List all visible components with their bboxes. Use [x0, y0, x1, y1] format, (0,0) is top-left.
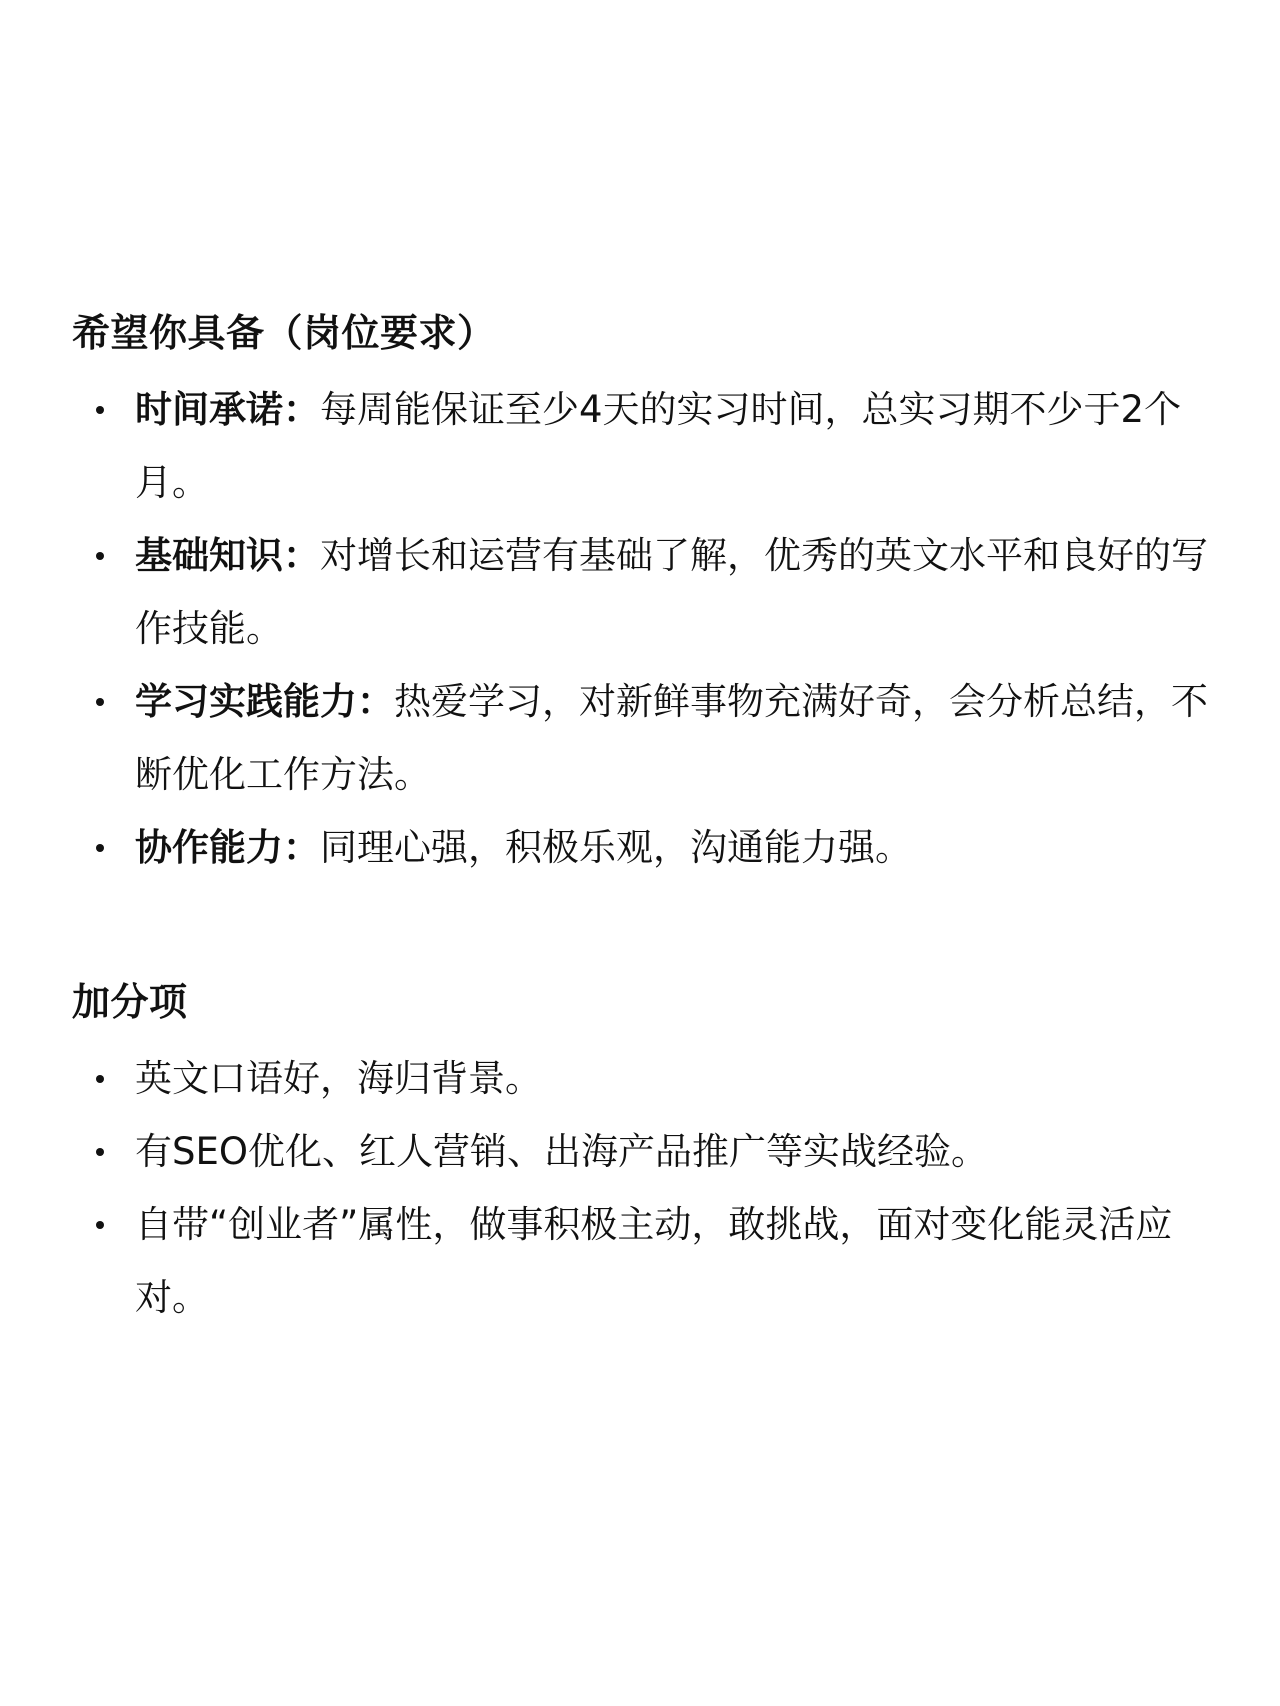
- requirements-section: [72, 303, 1212, 884]
- bonus-item-entrepreneur: [72, 1188, 1212, 1334]
- bullet-icon: [96, 406, 104, 414]
- requirement-text: 同理心强，积极乐观，沟通能力强。: [320, 826, 912, 869]
- requirement-heading: 基础知识：: [135, 534, 320, 577]
- bullet-icon: [96, 1221, 104, 1229]
- requirements-title: 希望你具备（岗位要求）: [72, 311, 496, 355]
- requirement-text: 热爱学习，对新鲜事物充满好奇，会分析总结，不断优化工作方法。: [135, 680, 1208, 796]
- bonus-text: 英文口语好，海归背景。: [135, 1057, 542, 1100]
- bullet-icon: [96, 1148, 104, 1156]
- requirement-item-time: [72, 373, 1212, 519]
- requirement-heading: 时间承诺：: [135, 388, 320, 431]
- requirement-item-collaboration: [72, 811, 1212, 884]
- requirement-heading: 协作能力：: [135, 826, 320, 869]
- requirements-list: [72, 373, 1212, 884]
- bonus-title: 加分项: [72, 980, 188, 1024]
- bullet-icon: [96, 698, 104, 706]
- requirement-item-learning: [72, 665, 1212, 811]
- bonus-section: [72, 972, 1212, 1334]
- bonus-text: 有SEO优化、红人营销、出海产品推广等实战经验。: [135, 1130, 988, 1173]
- requirement-item-knowledge: [72, 519, 1212, 665]
- requirement-heading: 学习实践能力：: [135, 680, 394, 723]
- requirement-text: 对增长和运营有基础了解，优秀的英文水平和良好的写作技能。: [135, 534, 1208, 650]
- bonus-list: [72, 1042, 1212, 1334]
- bullet-icon: [96, 552, 104, 560]
- requirement-text: 每周能保证至少4天的实习时间，总实习期不少于2个月。: [135, 388, 1182, 504]
- bonus-item-english: [72, 1042, 1212, 1115]
- bullet-icon: [96, 844, 104, 852]
- bullet-icon: [96, 1075, 104, 1083]
- bonus-text: 自带“创业者”属性，做事积极主动，敢挑战，面对变化能灵活应对。: [135, 1203, 1173, 1319]
- bonus-item-experience: [72, 1115, 1212, 1188]
